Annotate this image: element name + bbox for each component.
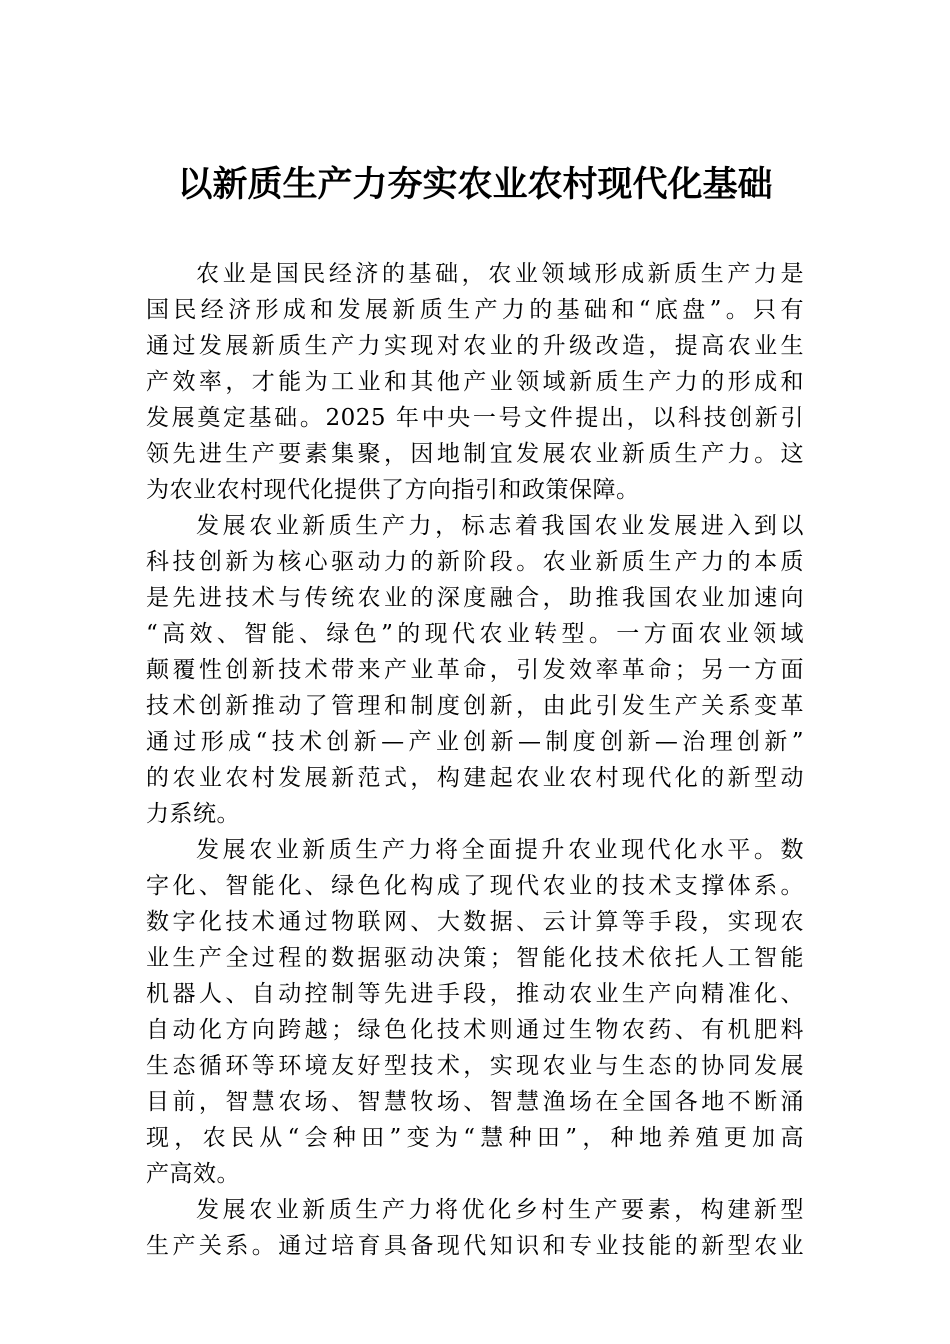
text-line: 技术创新推动了管理和制度创新，由此引发生产关系变革 — [146, 693, 804, 719]
text-line: 发展农业新质生产力，标志着我国农业发展进入到以 — [196, 513, 804, 539]
text-line: 为农业农村现代化提供了方向指引和政策保障。 — [146, 477, 640, 503]
text-line: 国民经济形成和发展新质生产力的基础和“底盘”。只有 — [146, 297, 804, 323]
text-line: 生态循环等环境友好型技术，实现农业与生态的协同发展 — [146, 1053, 804, 1079]
text-line: 产高效。 — [146, 1161, 240, 1187]
text-line: 颠覆性创新技术带来产业革命，引发效率革命；另一方面 — [146, 657, 804, 683]
text-line: 目前，智慧农场、智慧牧场、智慧渔场在全国各地不断涌 — [146, 1089, 804, 1115]
text-line: 产效率，才能为工业和其他产业领域新质生产力的形成和 — [146, 369, 804, 395]
text-line: 领先进生产要素集聚，因地制宜发展农业新质生产力。这 — [146, 441, 804, 467]
text-line: 是先进技术与传统农业的深度融合，助推我国农业加速向 — [146, 585, 804, 611]
text-line: 力系统。 — [146, 801, 240, 827]
text-line: 通过发展新质生产力实现对农业的升级改造，提高农业生 — [146, 333, 804, 359]
document-title: 以新质生产力夯实农业农村现代化基础 — [177, 164, 773, 205]
text-line: 通过形成“技术创新—产业创新—制度创新—治理创新” — [146, 729, 804, 755]
text-line: 发展奠定基础。2025 年中央一号文件提出，以科技创新引 — [146, 405, 804, 431]
text-line: 农业是国民经济的基础，农业领域形成新质生产力是 — [196, 261, 804, 287]
text-line: 科技创新为核心驱动力的新阶段。农业新质生产力的本质 — [146, 549, 804, 575]
text-line: “高效、智能、绿色”的现代农业转型。一方面农业领域 — [146, 621, 804, 647]
text-line: 发展农业新质生产力将优化乡村生产要素，构建新型 — [196, 1197, 804, 1223]
text-line: 业生产全过程的数据驱动决策；智能化技术依托人工智能 — [146, 945, 804, 971]
text-line: 机器人、自动控制等先进手段，推动农业生产向精准化、 — [146, 981, 804, 1007]
text-line: 自动化方向跨越；绿色化技术则通过生物农药、有机肥料 — [146, 1017, 804, 1043]
text-line: 字化、智能化、绿色化构成了现代农业的技术支撑体系。 — [146, 873, 804, 899]
document-body — [146, 256, 804, 1264]
text-line: 现，农民从“会种田”变为“慧种田”，种地养殖更加高 — [146, 1125, 804, 1151]
text-line: 数字化技术通过物联网、大数据、云计算等手段，实现农 — [146, 909, 804, 935]
text-line: 的农业农村发展新范式，构建起农业农村现代化的新型动 — [146, 765, 804, 791]
text-line: 发展农业新质生产力将全面提升农业现代化水平。数 — [196, 837, 804, 863]
text-line: 生产关系。通过培育具备现代知识和专业技能的新型农业 — [146, 1233, 804, 1259]
